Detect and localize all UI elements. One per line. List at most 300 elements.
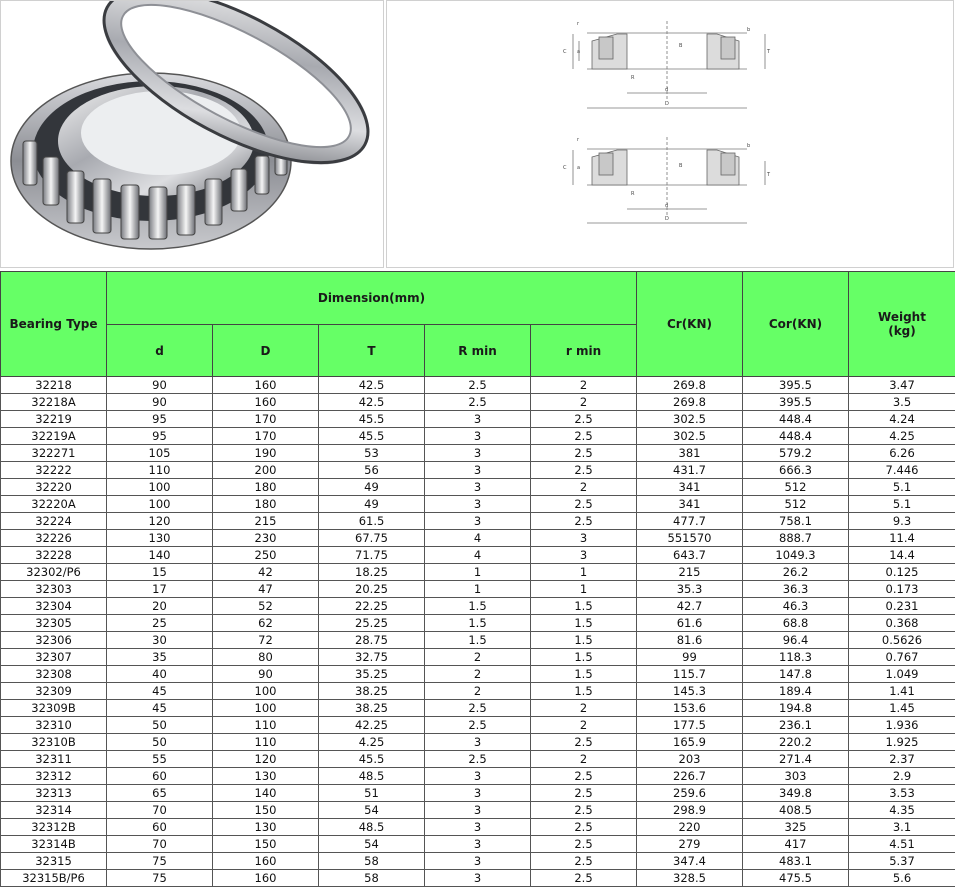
table-cell: 1.5	[531, 632, 637, 649]
label-bottom-T: T	[767, 172, 771, 178]
table-cell: 328.5	[637, 870, 743, 887]
label-top-d: d	[665, 87, 669, 93]
label-bottom-D: D	[665, 216, 669, 222]
table-cell: 2	[425, 649, 531, 666]
table-cell: 0.368	[849, 615, 955, 632]
table-cell: 42.5	[319, 377, 425, 394]
table-row	[1, 751, 955, 768]
table-cell: 130	[213, 819, 319, 836]
table-cell: 302.5	[637, 428, 743, 445]
bearing-spec-table	[0, 271, 955, 887]
table-cell: 215	[637, 564, 743, 581]
table-cell: 347.4	[637, 853, 743, 870]
table-cell: 2	[425, 666, 531, 683]
table-cell: 165.9	[637, 734, 743, 751]
table-cell: 230	[213, 530, 319, 547]
header-cr: Cr(KN)	[637, 272, 743, 377]
table-cell: 22.25	[319, 598, 425, 615]
table-cell: 236.1	[743, 717, 849, 734]
table-cell: 3	[425, 802, 531, 819]
table-cell: 32314B	[1, 836, 107, 853]
table-cell: 30	[107, 632, 213, 649]
table-cell: 381	[637, 445, 743, 462]
table-cell: 4.51	[849, 836, 955, 853]
table-cell: 95	[107, 428, 213, 445]
bearing-photo	[0, 0, 384, 268]
table-cell: 1049.3	[743, 547, 849, 564]
table-cell: 90	[107, 394, 213, 411]
table-row	[1, 768, 955, 785]
table-cell: 100	[213, 700, 319, 717]
header-images	[0, 0, 955, 270]
table-cell: 110	[213, 717, 319, 734]
table-cell: 45	[107, 683, 213, 700]
table-cell: 1.5	[531, 649, 637, 666]
table-cell: 3	[531, 530, 637, 547]
table-cell: 2	[531, 717, 637, 734]
table-cell: 2.5	[531, 836, 637, 853]
table-cell: 56	[319, 462, 425, 479]
table-cell: 3	[425, 428, 531, 445]
table-cell: 7.446	[849, 462, 955, 479]
table-row	[1, 462, 955, 479]
table-cell: 32228	[1, 547, 107, 564]
table-cell: 32313	[1, 785, 107, 802]
table-cell: 2.5	[531, 411, 637, 428]
table-cell: 32304	[1, 598, 107, 615]
table-cell: 32310	[1, 717, 107, 734]
table-cell: 48.5	[319, 819, 425, 836]
table-cell: 100	[107, 496, 213, 513]
table-row	[1, 411, 955, 428]
table-cell: 1	[531, 581, 637, 598]
table-cell: 54	[319, 802, 425, 819]
table-cell: 32220	[1, 479, 107, 496]
table-cell: 303	[743, 768, 849, 785]
diagram-bottom	[573, 137, 765, 223]
table-cell: 42.7	[637, 598, 743, 615]
table-cell: 5.37	[849, 853, 955, 870]
table-cell: 26.2	[743, 564, 849, 581]
table-cell: 758.1	[743, 513, 849, 530]
table-cell: 1.049	[849, 666, 955, 683]
table-cell: 4.24	[849, 411, 955, 428]
table-cell: 3	[425, 785, 531, 802]
table-cell: 3	[425, 411, 531, 428]
table-cell: 177.5	[637, 717, 743, 734]
table-cell: 259.6	[637, 785, 743, 802]
table-cell: 2	[531, 751, 637, 768]
table-cell: 110	[107, 462, 213, 479]
label-top-b: b	[747, 27, 751, 33]
table-row	[1, 700, 955, 717]
table-cell: 180	[213, 479, 319, 496]
table-cell: 2.5	[531, 768, 637, 785]
table-cell: 395.5	[743, 394, 849, 411]
table-cell: 4.25	[849, 428, 955, 445]
table-cell: 0.767	[849, 649, 955, 666]
table-cell: 4	[425, 547, 531, 564]
header-R-min: R min	[425, 325, 531, 377]
table-cell: 100	[107, 479, 213, 496]
table-cell: 32219A	[1, 428, 107, 445]
label-bottom-b: b	[747, 143, 751, 149]
table-cell: 18.25	[319, 564, 425, 581]
table-row	[1, 870, 955, 887]
table-cell: 32306	[1, 632, 107, 649]
table-cell: 75	[107, 870, 213, 887]
table-cell: 81.6	[637, 632, 743, 649]
cone-assembly	[11, 73, 291, 249]
table-cell: 35.3	[637, 581, 743, 598]
table-cell: 1.5	[425, 615, 531, 632]
table-cell: 512	[743, 479, 849, 496]
table-cell: 40	[107, 666, 213, 683]
table-cell: 20.25	[319, 581, 425, 598]
table-cell: 226.7	[637, 768, 743, 785]
table-row	[1, 496, 955, 513]
table-cell: 72	[213, 632, 319, 649]
table-cell: 3	[425, 462, 531, 479]
label-top-C: C	[563, 49, 567, 55]
table-cell: 349.8	[743, 785, 849, 802]
table-cell: 49	[319, 496, 425, 513]
table-cell: 45.5	[319, 751, 425, 768]
table-cell: 3	[425, 768, 531, 785]
table-cell: 160	[213, 377, 319, 394]
header-r-min: r min	[531, 325, 637, 377]
label-top-T: T	[767, 49, 771, 55]
table-cell: 643.7	[637, 547, 743, 564]
table-cell: 200	[213, 462, 319, 479]
table-cell: 3	[425, 870, 531, 887]
table-cell: 25	[107, 615, 213, 632]
bearing-illustration	[1, 1, 384, 268]
table-cell: 55	[107, 751, 213, 768]
table-cell: 512	[743, 496, 849, 513]
table-cell: 105	[107, 445, 213, 462]
table-cell: 215	[213, 513, 319, 530]
table-cell: 2.5	[425, 394, 531, 411]
table-cell: 431.7	[637, 462, 743, 479]
table-cell: 58	[319, 853, 425, 870]
table-cell: 2.5	[531, 428, 637, 445]
table-cell: 45	[107, 700, 213, 717]
table-cell: 2	[531, 479, 637, 496]
table-cell: 38.25	[319, 700, 425, 717]
table-cell: 2.5	[531, 785, 637, 802]
table-cell: 32311	[1, 751, 107, 768]
table-cell: 3	[425, 819, 531, 836]
table-cell: 483.1	[743, 853, 849, 870]
table-cell: 115.7	[637, 666, 743, 683]
table-cell: 3	[531, 547, 637, 564]
table-cell: 203	[637, 751, 743, 768]
table-cell: 2.5	[531, 853, 637, 870]
table-cell: 95	[107, 411, 213, 428]
table-cell: 42	[213, 564, 319, 581]
table-cell: 2.5	[531, 870, 637, 887]
table-cell: 1.925	[849, 734, 955, 751]
table-cell: 1.5	[425, 632, 531, 649]
table-cell: 194.8	[743, 700, 849, 717]
table-cell: 147.8	[743, 666, 849, 683]
table-row	[1, 853, 955, 870]
table-cell: 408.5	[743, 802, 849, 819]
header-dimension: Dimension(mm)	[107, 272, 637, 325]
table-cell: 1	[531, 564, 637, 581]
table-cell: 9.3	[849, 513, 955, 530]
table-cell: 2.5	[425, 751, 531, 768]
table-cell: 70	[107, 802, 213, 819]
table-cell: 48.5	[319, 768, 425, 785]
table-cell: 2	[531, 377, 637, 394]
table-cell: 5.1	[849, 479, 955, 496]
table-cell: 11.4	[849, 530, 955, 547]
diagram-top	[573, 21, 765, 108]
table-cell: 49	[319, 479, 425, 496]
table-cell: 269.8	[637, 377, 743, 394]
table-cell: 170	[213, 428, 319, 445]
table-cell: 51	[319, 785, 425, 802]
header-bearing-type: Bearing Type	[1, 272, 107, 377]
table-cell: 170	[213, 411, 319, 428]
table-cell: 2	[531, 394, 637, 411]
table-row	[1, 802, 955, 819]
table-header	[1, 272, 955, 377]
table-cell: 15	[107, 564, 213, 581]
table-cell: 302.5	[637, 411, 743, 428]
table-cell: 160	[213, 870, 319, 887]
table-cell: 90	[213, 666, 319, 683]
table-cell: 3.1	[849, 819, 955, 836]
table-cell: 3	[425, 445, 531, 462]
table-cell: 38.25	[319, 683, 425, 700]
table-cell: 4.25	[319, 734, 425, 751]
table-row	[1, 377, 955, 394]
table-cell: 35.25	[319, 666, 425, 683]
table-row	[1, 564, 955, 581]
table-cell: 325	[743, 819, 849, 836]
table-row	[1, 598, 955, 615]
table-cell: 3.53	[849, 785, 955, 802]
table-cell: 32309	[1, 683, 107, 700]
table-cell: 3	[425, 513, 531, 530]
table-row	[1, 717, 955, 734]
table-cell: 32303	[1, 581, 107, 598]
table-cell: 3	[425, 496, 531, 513]
header-weight: Weight (kg)	[849, 272, 955, 377]
table-cell: 6.26	[849, 445, 955, 462]
table-cell: 2.5	[425, 700, 531, 717]
table-cell: 61.5	[319, 513, 425, 530]
table-cell: 45.5	[319, 428, 425, 445]
header-d-inner: d	[107, 325, 213, 377]
table-cell: 32218A	[1, 394, 107, 411]
table-cell: 32.75	[319, 649, 425, 666]
table-cell: 96.4	[743, 632, 849, 649]
table-cell: 58	[319, 870, 425, 887]
table-row	[1, 581, 955, 598]
table-cell: 2.5	[531, 445, 637, 462]
table-cell: 32312B	[1, 819, 107, 836]
table-row	[1, 819, 955, 836]
table-cell: 1	[425, 581, 531, 598]
table-row	[1, 649, 955, 666]
table-cell: 32222	[1, 462, 107, 479]
table-cell: 46.3	[743, 598, 849, 615]
table-cell: 2.5	[425, 717, 531, 734]
table-cell: 75	[107, 853, 213, 870]
table-cell: 448.4	[743, 428, 849, 445]
table-cell: 32218	[1, 377, 107, 394]
table-cell: 2.5	[425, 377, 531, 394]
table-cell: 298.9	[637, 802, 743, 819]
table-cell: 14.4	[849, 547, 955, 564]
table-cell: 52	[213, 598, 319, 615]
table-cell: 32315B/P6	[1, 870, 107, 887]
table-cell: 1.45	[849, 700, 955, 717]
table-cell: 2	[425, 683, 531, 700]
bearing-cross-section-diagrams	[387, 1, 954, 268]
table-cell: 2.5	[531, 462, 637, 479]
table-cell: 395.5	[743, 377, 849, 394]
table-body	[1, 377, 955, 887]
table-cell: 341	[637, 479, 743, 496]
table-cell: 32314	[1, 802, 107, 819]
table-cell: 32219	[1, 411, 107, 428]
table-cell: 1.5	[531, 615, 637, 632]
table-cell: 551570	[637, 530, 743, 547]
table-cell: 32302/P6	[1, 564, 107, 581]
table-cell: 2.9	[849, 768, 955, 785]
table-cell: 2.5	[531, 496, 637, 513]
table-cell: 32310B	[1, 734, 107, 751]
table-cell: 189.4	[743, 683, 849, 700]
table-cell: 25.25	[319, 615, 425, 632]
table-cell: 153.6	[637, 700, 743, 717]
table-row	[1, 394, 955, 411]
table-cell: 145.3	[637, 683, 743, 700]
table-row	[1, 683, 955, 700]
table-cell: 42.25	[319, 717, 425, 734]
table-cell: 1	[425, 564, 531, 581]
table-cell: 53	[319, 445, 425, 462]
table-cell: 2.5	[531, 802, 637, 819]
table-cell: 1.936	[849, 717, 955, 734]
table-row	[1, 530, 955, 547]
header-cor: Cor(KN)	[743, 272, 849, 377]
label-bottom-C: C	[563, 165, 567, 171]
table-cell: 448.4	[743, 411, 849, 428]
table-cell: 99	[637, 649, 743, 666]
label-top-r: r	[577, 21, 580, 27]
label-bottom-B: B	[679, 163, 683, 169]
table-cell: 50	[107, 734, 213, 751]
table-cell: 1.5	[531, 683, 637, 700]
table-cell: 67.75	[319, 530, 425, 547]
table-row	[1, 666, 955, 683]
label-bottom-r: r	[577, 137, 580, 143]
table-cell: 417	[743, 836, 849, 853]
table-cell: 0.173	[849, 581, 955, 598]
table-cell: 35	[107, 649, 213, 666]
table-cell: 3.47	[849, 377, 955, 394]
table-cell: 54	[319, 836, 425, 853]
table-row	[1, 734, 955, 751]
table-cell: 32308	[1, 666, 107, 683]
table-row	[1, 445, 955, 462]
label-top-B: B	[679, 43, 683, 49]
table-cell: 110	[213, 734, 319, 751]
table-cell: 36.3	[743, 581, 849, 598]
table-cell: 100	[213, 683, 319, 700]
table-cell: 120	[107, 513, 213, 530]
table-cell: 0.231	[849, 598, 955, 615]
table-cell: 71.75	[319, 547, 425, 564]
table-cell: 4	[425, 530, 531, 547]
table-cell: 50	[107, 717, 213, 734]
table-cell: 220	[637, 819, 743, 836]
table-cell: 475.5	[743, 870, 849, 887]
table-cell: 2.5	[531, 513, 637, 530]
table-cell: 68.8	[743, 615, 849, 632]
table-cell: 269.8	[637, 394, 743, 411]
table-cell: 90	[107, 377, 213, 394]
table-cell: 250	[213, 547, 319, 564]
table-cell: 888.7	[743, 530, 849, 547]
table-cell: 1.41	[849, 683, 955, 700]
table-cell: 32315	[1, 853, 107, 870]
table-cell: 1.5	[531, 598, 637, 615]
header-T-width: T	[319, 325, 425, 377]
table-cell: 47	[213, 581, 319, 598]
table-row	[1, 836, 955, 853]
table-cell: 32226	[1, 530, 107, 547]
table-cell: 4.35	[849, 802, 955, 819]
table-row	[1, 513, 955, 530]
table-cell: 32312	[1, 768, 107, 785]
table-row	[1, 615, 955, 632]
table-cell: 28.75	[319, 632, 425, 649]
table-cell: 140	[107, 547, 213, 564]
table-cell: 160	[213, 394, 319, 411]
label-top-D: D	[665, 101, 669, 107]
table-cell: 60	[107, 819, 213, 836]
header-D-outer: D	[213, 325, 319, 377]
table-cell: 3	[425, 479, 531, 496]
table-row	[1, 632, 955, 649]
table-cell: 0.125	[849, 564, 955, 581]
table-cell: 190	[213, 445, 319, 462]
table-cell: 150	[213, 836, 319, 853]
table-cell: 5.1	[849, 496, 955, 513]
label-top-R: R	[631, 75, 635, 81]
table-cell: 322271	[1, 445, 107, 462]
table-cell: 579.2	[743, 445, 849, 462]
table-cell: 1.5	[531, 666, 637, 683]
table-cell: 3	[425, 853, 531, 870]
table-cell: 3	[425, 836, 531, 853]
table-cell: 62	[213, 615, 319, 632]
table-cell: 666.3	[743, 462, 849, 479]
table-cell: 271.4	[743, 751, 849, 768]
table-cell: 1.5	[425, 598, 531, 615]
table-cell: 61.6	[637, 615, 743, 632]
table-cell: 70	[107, 836, 213, 853]
table-cell: 65	[107, 785, 213, 802]
table-cell: 477.7	[637, 513, 743, 530]
